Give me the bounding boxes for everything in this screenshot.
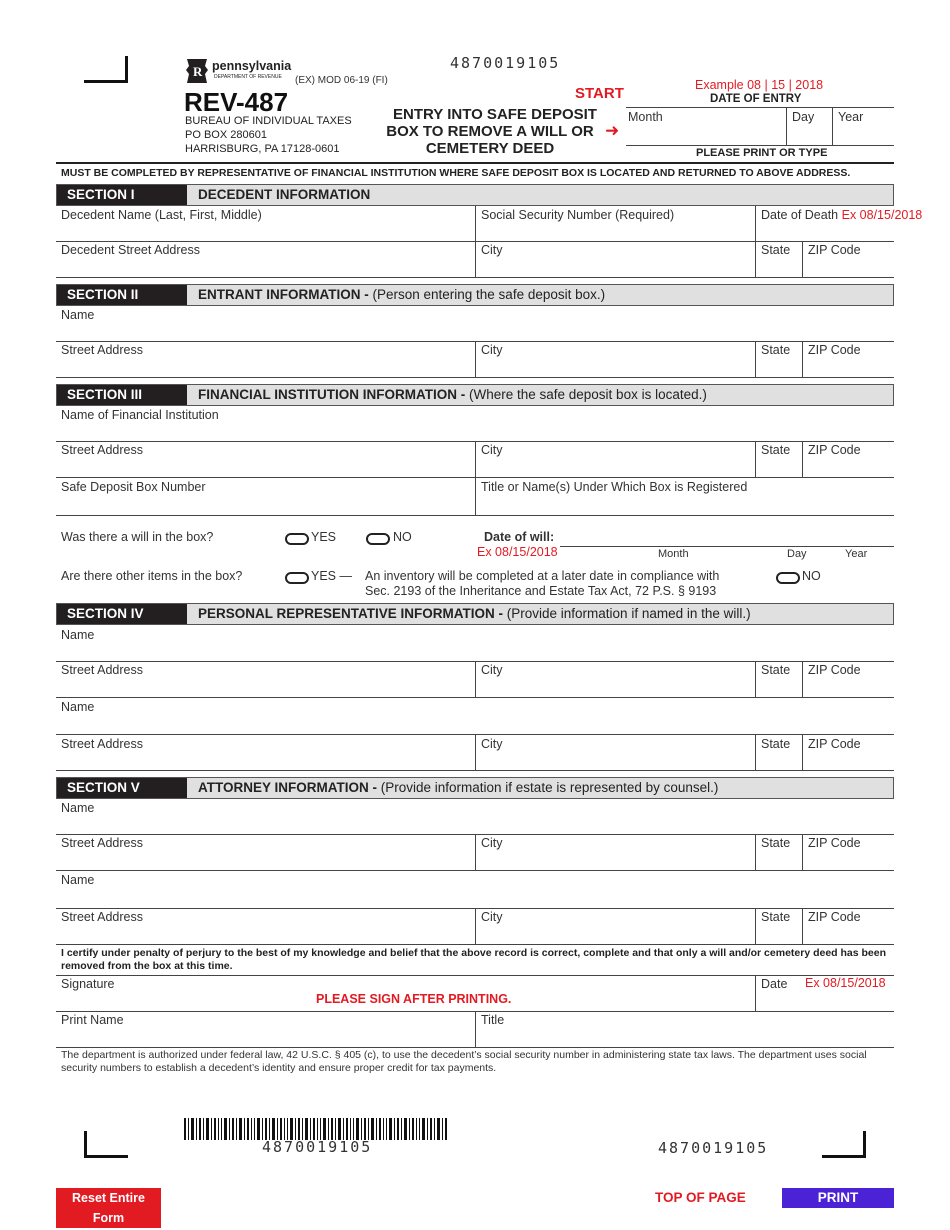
attorney2-state-field[interactable] bbox=[761, 910, 790, 924]
form-version: (EX) MOD 06-19 (FI) bbox=[295, 75, 388, 86]
barcode-number: 4870019105 bbox=[262, 1138, 373, 1156]
attorney2-state-label: State bbox=[761, 910, 791, 924]
will-no-radio[interactable] bbox=[366, 533, 390, 545]
attorney1-state-label: State bbox=[761, 836, 791, 850]
attorney1-name-field[interactable] bbox=[61, 801, 94, 815]
section-1-header bbox=[56, 184, 894, 206]
attorney2-name-field[interactable] bbox=[61, 873, 94, 887]
logo-subtext: DEPARTMENT OF REVENUE bbox=[214, 74, 282, 80]
ssn-field[interactable] bbox=[481, 208, 674, 222]
rep2-zip-label: ZIP Code bbox=[808, 737, 861, 751]
form-title-line-1: ENTRY INTO SAFE DEPOSIT bbox=[393, 106, 597, 123]
print-button[interactable]: PRINT bbox=[782, 1188, 894, 1208]
rep2-city-label: City bbox=[481, 737, 503, 751]
signature-date-field[interactable] bbox=[761, 977, 787, 991]
other-items-no-label: NO bbox=[802, 569, 821, 583]
section-1-title: DECEDENT INFORMATION bbox=[198, 187, 371, 202]
section-5-tab: SECTION V bbox=[57, 778, 187, 798]
rep2-city-field[interactable] bbox=[481, 737, 503, 751]
rep1-state-field[interactable] bbox=[761, 663, 790, 677]
sign-after-printing-note: PLEASE SIGN AFTER PRINTING. bbox=[316, 992, 512, 1006]
rep1-street-field[interactable] bbox=[61, 663, 143, 677]
entry-month-label: Month bbox=[628, 110, 663, 124]
box-number-field[interactable] bbox=[61, 480, 206, 494]
decedent-city-field[interactable] bbox=[481, 243, 503, 257]
rep2-street-field[interactable] bbox=[61, 737, 143, 751]
rep2-state-field[interactable] bbox=[761, 737, 790, 751]
entrant-state-label: State bbox=[761, 343, 791, 357]
form-title-line-3: CEMETERY DEED bbox=[425, 140, 555, 157]
print-name-label: Print Name bbox=[61, 1013, 124, 1027]
institution-state-field[interactable] bbox=[761, 443, 790, 457]
decedent-zip-field[interactable] bbox=[808, 243, 861, 257]
rep1-zip-field[interactable] bbox=[808, 663, 861, 677]
section-5-title: ATTORNEY INFORMATION - (Provide information if estate is represented by counsel.) bbox=[198, 780, 719, 795]
attorney1-name-label: Name bbox=[61, 801, 95, 815]
corner-mark-bottom-left bbox=[84, 1131, 128, 1158]
entry-month-input[interactable] bbox=[628, 110, 663, 124]
attorney2-city-field[interactable] bbox=[481, 910, 503, 924]
address-line-3: HARRISBURG, PA 17128-0601 bbox=[185, 143, 340, 155]
instruction-text: MUST BE COMPLETED BY REPRESENTATIVE OF FINANCIAL INSTITUTION WHERE SAFE DEPOSIT BOX IS LOCATED AND RETURNED TO ABOVE ADDRESS. bbox=[61, 167, 851, 179]
corner-mark-bottom-right bbox=[822, 1131, 866, 1158]
entrant-city-field[interactable] bbox=[481, 343, 503, 357]
certification-text: I certify under penalty of perjury to the best of my knowledge and belief that the above record is correct, complete and that only a will and/or cemetery deed has been removed from the box at this time. bbox=[61, 947, 887, 972]
rep2-zip-field[interactable] bbox=[808, 737, 861, 751]
will-no-label: NO bbox=[393, 530, 412, 544]
section-3-tab: SECTION III bbox=[57, 385, 187, 405]
institution-street-field[interactable] bbox=[61, 443, 143, 457]
form-title-line-2: BOX TO REMOVE A WILL OR bbox=[386, 123, 594, 140]
rep1-state-label: State bbox=[761, 663, 791, 677]
attorney2-zip-field[interactable] bbox=[808, 910, 861, 924]
rep1-name-label: Name bbox=[61, 628, 95, 642]
corner-mark-top-left bbox=[84, 56, 128, 83]
date-of-death-example: Ex 08/15/2018 bbox=[841, 208, 923, 222]
attorney1-street-field[interactable] bbox=[61, 836, 143, 850]
signature-label: Signature bbox=[61, 977, 115, 991]
ocr-number-bottom: 4870019105 bbox=[658, 1139, 769, 1157]
section-4-tab: SECTION IV bbox=[57, 604, 187, 624]
logo-text: pennsylvania bbox=[212, 59, 292, 73]
section-2-header bbox=[56, 284, 894, 306]
entrant-name-field[interactable] bbox=[61, 308, 94, 322]
date-of-will-example: Ex 08/15/2018 bbox=[477, 545, 558, 559]
title-field[interactable] bbox=[481, 1013, 504, 1027]
institution-zip-field[interactable] bbox=[808, 443, 861, 457]
date-of-death-label: Date of Death bbox=[761, 208, 839, 222]
start-label: START bbox=[575, 85, 624, 102]
other-items-yes-radio[interactable] bbox=[285, 572, 309, 584]
print-name-field[interactable] bbox=[61, 1013, 124, 1027]
date-of-death-field[interactable] bbox=[761, 208, 922, 222]
entry-year-label: Year bbox=[838, 110, 864, 124]
attorney1-street-label: Street Address bbox=[61, 836, 143, 850]
rep2-street-label: Street Address bbox=[61, 737, 143, 751]
attorney1-zip-field[interactable] bbox=[808, 836, 861, 850]
will-day-label: Day bbox=[787, 548, 807, 560]
ocr-number-top: 4870019105 bbox=[450, 54, 561, 72]
form-number: REV-487 bbox=[184, 87, 289, 117]
reset-form-button[interactable]: Reset Entire Form bbox=[56, 1188, 161, 1228]
entry-day-input[interactable] bbox=[792, 110, 814, 124]
rep2-state-label: State bbox=[761, 737, 791, 751]
section-5-header bbox=[56, 777, 894, 799]
section-3-header bbox=[56, 384, 894, 406]
inventory-note-line-2: Sec. 2193 of the Inheritance and Estate Tax Act, 72 P.S. § 9193 bbox=[365, 584, 717, 598]
will-year-label: Year bbox=[845, 548, 868, 560]
date-of-entry-label: DATE OF ENTRY bbox=[710, 93, 802, 105]
attorney2-zip-label: ZIP Code bbox=[808, 910, 861, 924]
attorney2-city-label: City bbox=[481, 910, 503, 924]
keystone-logo-icon bbox=[185, 58, 209, 84]
section-4-title: PERSONAL REPRESENTATIVE INFORMATION - (Provide information if named in the will.) bbox=[198, 606, 751, 621]
start-arrow-icon: ➜ bbox=[605, 121, 620, 140]
section-1-tab: SECTION I bbox=[57, 185, 187, 205]
rep1-city-field[interactable] bbox=[481, 663, 503, 677]
other-items-yes-label: YES — bbox=[311, 569, 352, 583]
inventory-note-line-1: An inventory will be completed at a later date in compliance with bbox=[365, 569, 720, 583]
attorney2-name-label: Name bbox=[61, 873, 95, 887]
privacy-notice: The department is authorized under federal law, 42 U.S.C. § 405 (c), to use the decedent’s social security number in administering state tax laws. The department uses social security numbers to establish a decedent’s identity and ensure proper credit for tax payments. bbox=[61, 1049, 867, 1074]
decedent-name-field[interactable] bbox=[61, 208, 262, 222]
decedent-street-label: Decedent Street Address bbox=[61, 243, 200, 257]
title-label: Title bbox=[481, 1013, 505, 1027]
entrant-zip-field[interactable] bbox=[808, 343, 861, 357]
date-of-will-label: Date of will: bbox=[484, 530, 555, 544]
attorney1-zip-label: ZIP Code bbox=[808, 836, 861, 850]
rep1-street-label: Street Address bbox=[61, 663, 143, 677]
institution-zip-label: ZIP Code bbox=[808, 443, 861, 457]
section-4-header bbox=[56, 603, 894, 625]
rep1-zip-label: ZIP Code bbox=[808, 663, 861, 677]
rep1-name-field[interactable] bbox=[61, 628, 94, 642]
svg-text:R: R bbox=[193, 64, 203, 79]
box-number-label: Safe Deposit Box Number bbox=[61, 480, 206, 494]
institution-street-label: Street Address bbox=[61, 443, 143, 457]
attorney1-city-field[interactable] bbox=[481, 836, 503, 850]
attorney2-street-label: Street Address bbox=[61, 910, 143, 924]
ssn-label: Social Security Number (Required) bbox=[481, 208, 675, 222]
entrant-state-field[interactable] bbox=[761, 343, 790, 357]
institution-city-label: City bbox=[481, 443, 503, 457]
entrant-name-label: Name bbox=[61, 308, 95, 322]
section-3-title: FINANCIAL INSTITUTION INFORMATION - (Where the safe deposit box is located.) bbox=[198, 387, 707, 402]
rep2-name-label: Name bbox=[61, 700, 95, 714]
attorney1-city-label: City bbox=[481, 836, 503, 850]
rep2-name-field[interactable] bbox=[61, 700, 94, 714]
entry-year-input[interactable] bbox=[838, 110, 863, 124]
entrant-city-label: City bbox=[481, 343, 503, 357]
will-yes-label: YES bbox=[311, 530, 337, 544]
signature-field[interactable] bbox=[61, 977, 115, 991]
other-items-no-radio[interactable] bbox=[776, 572, 800, 584]
attorney1-state-field[interactable] bbox=[761, 836, 790, 850]
decedent-street-field[interactable] bbox=[61, 243, 200, 257]
date-of-will-input[interactable] bbox=[560, 546, 894, 547]
will-question: Was there a will in the box? bbox=[61, 530, 214, 544]
box-registered-field[interactable] bbox=[481, 480, 747, 494]
decedent-name-label: Decedent Name (Last, First, Middle) bbox=[61, 208, 262, 222]
barcode-icon bbox=[184, 1118, 448, 1140]
decedent-zip-label: ZIP Code bbox=[808, 243, 861, 257]
entry-day-label: Day bbox=[792, 110, 815, 124]
decedent-state-field[interactable] bbox=[761, 243, 790, 257]
section-2-tab: SECTION II bbox=[57, 285, 187, 305]
date-example: Example 08 | 15 | 2018 bbox=[695, 78, 824, 92]
institution-state-label: State bbox=[761, 443, 791, 457]
entrant-zip-label: ZIP Code bbox=[808, 343, 861, 357]
decedent-city-label: City bbox=[481, 243, 503, 257]
institution-name-label: Name of Financial Institution bbox=[61, 408, 219, 422]
will-month-label: Month bbox=[658, 548, 689, 560]
entrant-street-field[interactable] bbox=[61, 343, 143, 357]
institution-name-field[interactable] bbox=[61, 408, 219, 422]
top-of-page-link[interactable]: TOP OF PAGE bbox=[655, 1190, 746, 1205]
will-yes-radio[interactable] bbox=[285, 533, 309, 545]
section-2-title: ENTRANT INFORMATION - (Person entering the safe deposit box.) bbox=[198, 287, 606, 302]
signature-date-label: Date bbox=[761, 977, 788, 991]
other-items-question: Are there other items in the box? bbox=[61, 569, 243, 583]
attorney2-street-field[interactable] bbox=[61, 910, 143, 924]
address-line-1: BUREAU OF INDIVIDUAL TAXES bbox=[185, 115, 352, 127]
entrant-street-label: Street Address bbox=[61, 343, 143, 357]
print-or-type-note: PLEASE PRINT OR TYPE bbox=[696, 147, 828, 159]
rep1-city-label: City bbox=[481, 663, 503, 677]
address-line-2: PO BOX 280601 bbox=[185, 129, 267, 141]
signature-date-example: Ex 08/15/2018 bbox=[805, 976, 886, 990]
box-registered-label: Title or Name(s) Under Which Box is Registered bbox=[481, 480, 748, 494]
institution-city-field[interactable] bbox=[481, 443, 503, 457]
decedent-state-label: State bbox=[761, 243, 791, 257]
